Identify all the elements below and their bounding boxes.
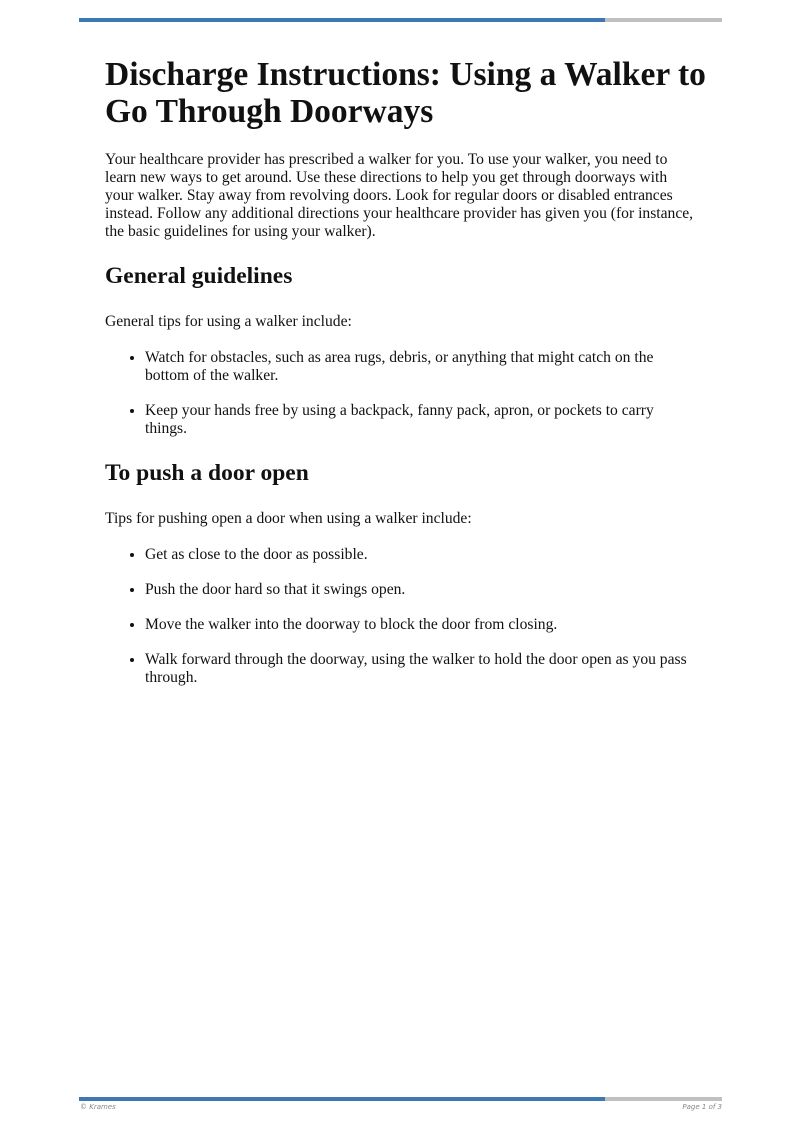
page-title: Discharge Instructions: Using a Walker to Go Through Doorways [105, 56, 706, 130]
progress-fill [79, 18, 605, 22]
bullet-list [105, 349, 697, 438]
section-lead: Tips for pushing open a door when using a walker include: [105, 510, 472, 527]
list-item: • Watch for obstacles, such as area rugs, debris, or anything that might catch on the bottom of the walker. [145, 349, 697, 385]
section-lead: General tips for using a walker include: [105, 313, 352, 330]
list-item: • Push the door hard so that it swings open. [145, 581, 697, 599]
section-heading: General guidelines [105, 263, 293, 289]
bottom-progress-bar [79, 1097, 722, 1101]
progress-fill [79, 1097, 605, 1101]
top-progress-bar [79, 18, 722, 22]
intro-paragraph: Your healthcare provider has prescribed a walker for you. To use your walker, you need to learn new ways to get around. Use these directions to help you get through doorways with your walker. Stay away from revolving doors. Look for regular doors or disabled entrances instead. Follow any additional directions your healthcare provider has given you (for instance, the basic guidelines for using your walker). [105, 151, 694, 240]
list-item: • Walk forward through the doorway, using the walker to hold the door open as you pass through. [145, 651, 697, 687]
list-item: • Keep your hands free by using a backpack, fanny pack, apron, or pockets to carry things. [145, 402, 697, 438]
list-item: • Get as close to the door as possible. [145, 546, 697, 564]
section-heading: To push a door open [105, 460, 309, 486]
bullet-list [105, 546, 697, 687]
footer-copyright: © Krames [80, 1103, 116, 1111]
footer-page-number: Page 1 of 3 [682, 1103, 722, 1111]
content [105, 151, 697, 704]
list-item: • Move the walker into the doorway to block the door from closing. [145, 616, 697, 634]
